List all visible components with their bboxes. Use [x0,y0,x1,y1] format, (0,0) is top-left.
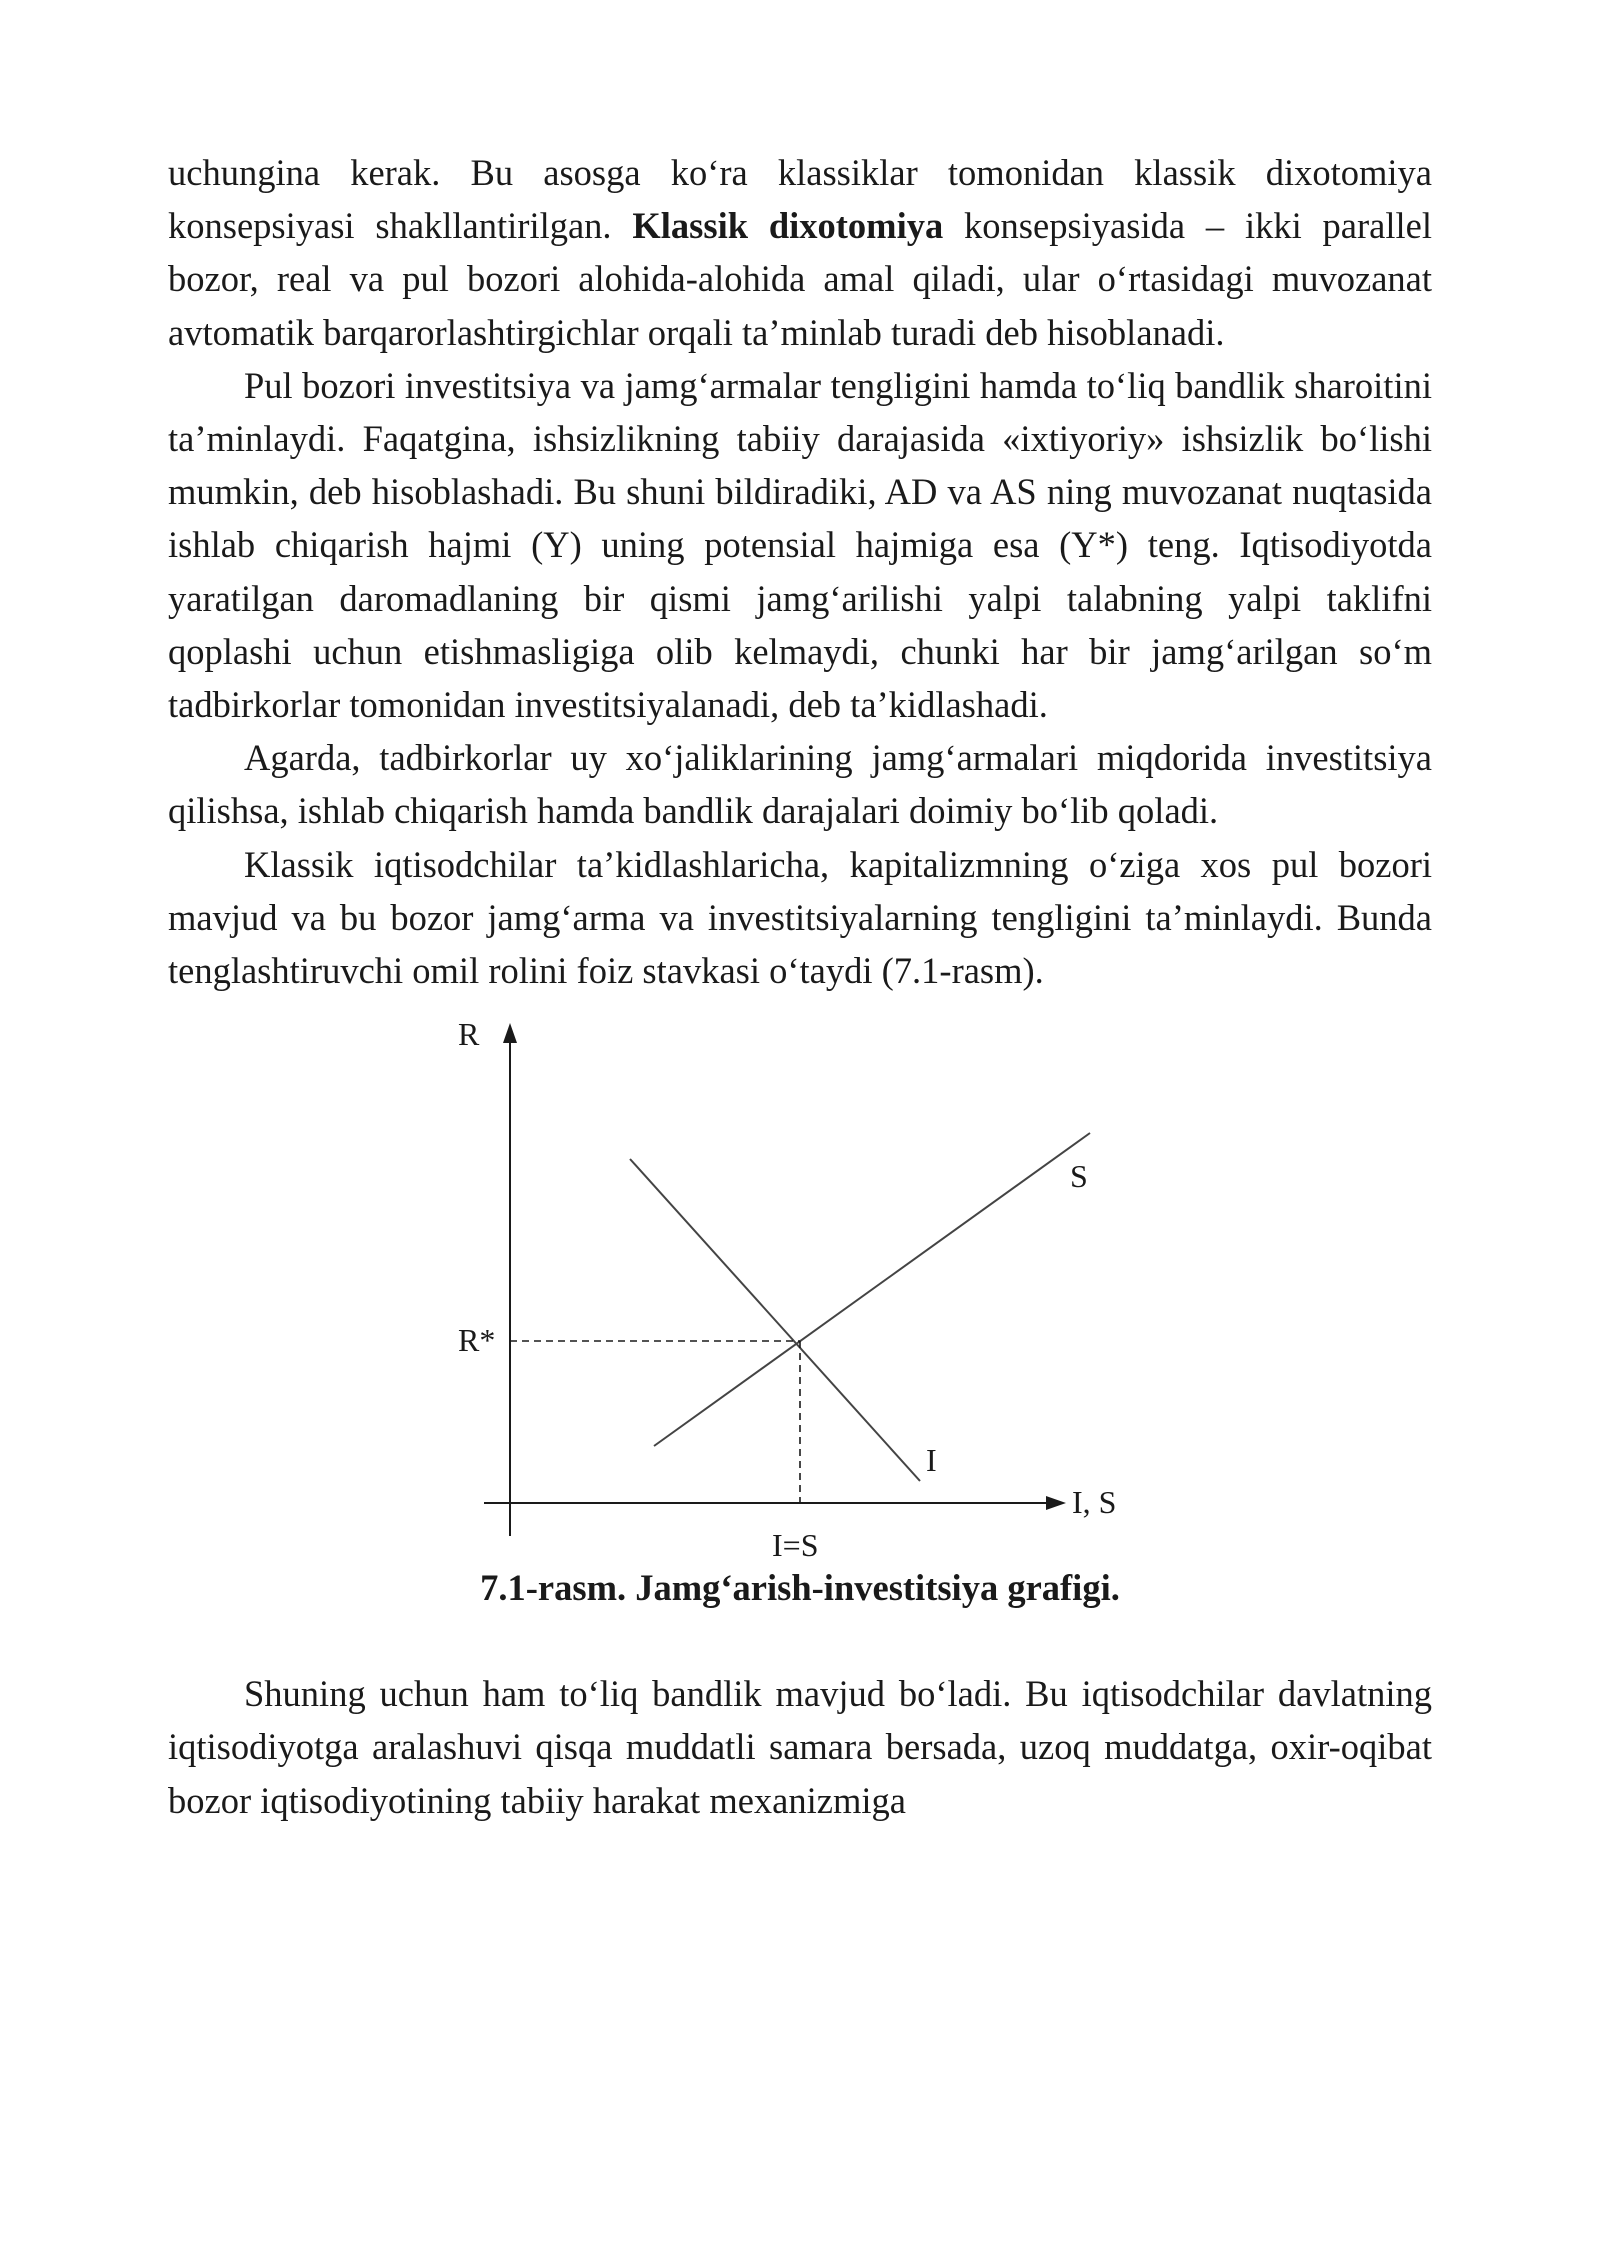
paragraph-1-text-a: uchungina kerak. Bu asosga ko‘ra klassiklar tomonidan klassik dixotomiya konsepsiyasi shakllantirilgan. [168,152,1432,247]
savings-investment-figure [168,1001,1432,1561]
x-axis-label: I, S [1072,1484,1117,1521]
y-axis-label: R [458,1016,480,1053]
paragraph-2: Pul bozori investitsiya va jamg‘armalar tengligini hamda to‘liq bandlik sharoitini ta’minlaydi. Faqatgina, ishsizlikning tabiiy darajasida «ixtiyoriy» ishsizlik bo‘lishi mumkin, deb hisoblashadi. Bu shuni bildiradiki, AD va AS ning muvozanat nuqtasida ishlab chiqarish hajmi (Y) uning potensial hajmiga esa (Y*) teng. Iqtisodiyotda yaratilgan daromadlaning bir qismi jamg‘arilishi yalpi talabning yalpi taklifni qoplashi uchun etishmasligiga olib kelmaydi, chunki har bir jamg‘arilgan so‘m tadbirkorlar tomonidan investitsiyalanadi, deb ta’kidlashadi. [168,364,1432,726]
equilibrium-quantity-label: I=S [772,1527,819,1562]
paragraph-1-text-b: konsepsiyasida – ikki parallel bozor, real va pul bozori alohida-alohida amal qiladi, ular o‘rtasidagi muvozanat avtomatik barqarorlashtirgichlar orqali ta’minlab turadi deb hisoblanadi. [168,205,1432,353]
paragraph-1 [168,146,1432,359]
term-klassik-dixotomiya: Klassik dixotomiya [632,205,944,247]
paragraph-3: Agarda, tadbirkorlar uy xo‘jaliklarining jamg‘armalari miqdorida investitsiya qilishsa, ishlab chiqarish hamda bandlik darajalari doimiy bo‘lib qoladi. [168,737,1432,832]
y-axis-arrow-icon [503,1023,517,1043]
equilibrium-rate-label: R* [458,1322,496,1359]
savings-investment-graph [168,1001,1432,1561]
document-page [168,146,1432,1827]
figure-caption: 7.1-rasm. Jamg‘arish-investitsiya grafigi. [480,1567,1120,1609]
paragraph-5: Shuning uchun ham to‘liq bandlik mavjud bo‘ladi. Bu iqtisodchilar davlatning iqtisodiyotga aralashuvi qisqa muddatli samara bersada, uzoq muddatga, oxir-oqibat bozor iqtisodiyotining tabiiy harakat mexanizmiga [168,1673,1432,1821]
caption-spacer [168,1614,1432,1667]
savings-curve [654,1133,1090,1446]
paragraph-4: Klassik iqtisodchilar ta’kidlashlaricha, kapitalizmning o‘ziga xos pul bozori mavjud va bu bozor jamg‘arma va investitsiyalarning tengligini ta’minlaydi. Bunda tenglashtiruvchi omil rolini foiz stavkasi o‘taydi (7.1-rasm). [168,843,1432,992]
x-axis-arrow-icon [1046,1496,1066,1510]
savings-curve-label: S [1070,1158,1088,1195]
investment-curve-label: I [926,1442,937,1479]
